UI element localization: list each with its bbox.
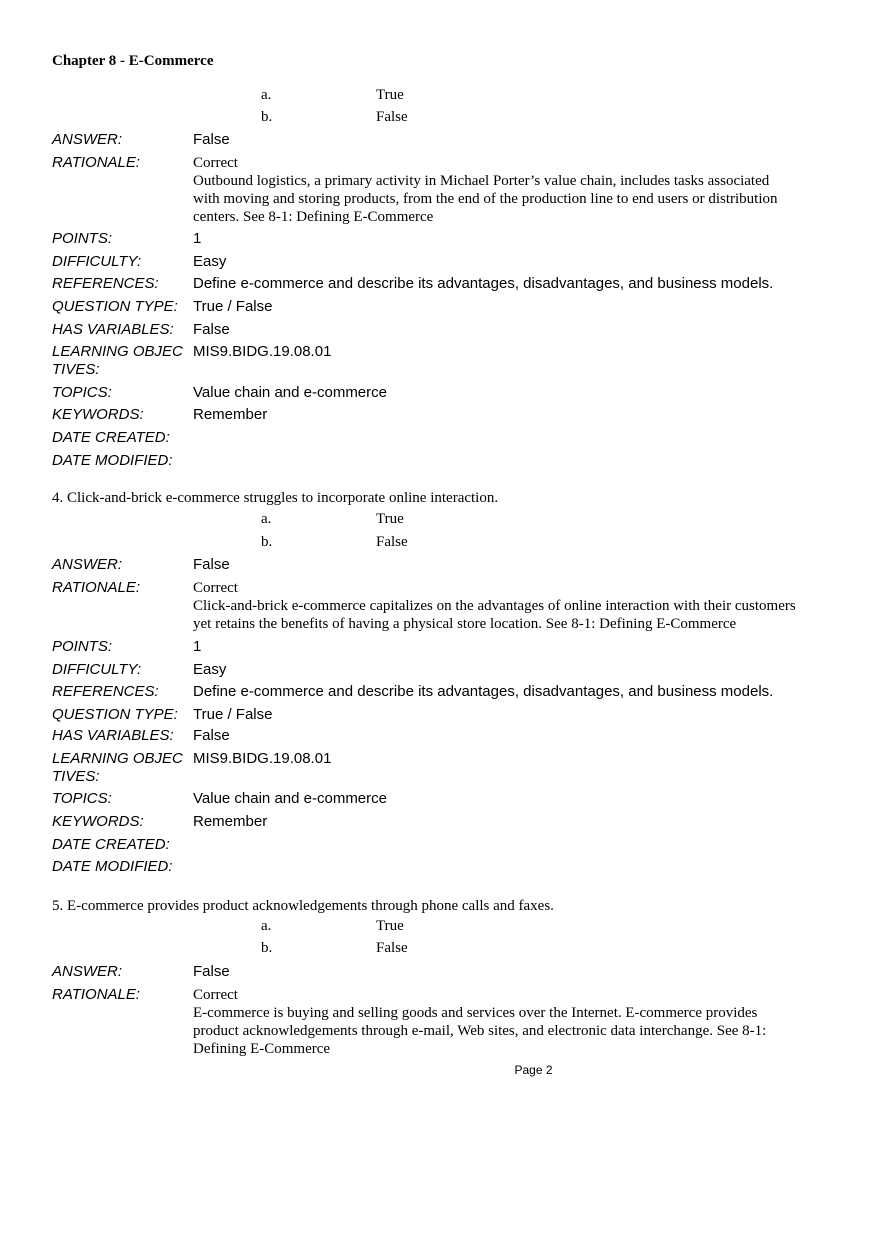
keywords-value: Remember xyxy=(193,406,268,423)
learning-objectives-value: MIS9.BIDG.19.08.01 xyxy=(193,343,332,360)
answer-value: False xyxy=(193,131,230,148)
learning-objectives-label: LEARNING OBJECTIVES: xyxy=(52,750,183,785)
difficulty-label: DIFFICULTY: xyxy=(52,661,142,678)
question-type-value: True / False xyxy=(193,298,273,315)
question-4: 4. Click-and-brick e-commerce struggles to incorporate online interaction. xyxy=(52,490,499,506)
topics-value: Value chain and e-commerce xyxy=(193,384,387,401)
topics-label: TOPICS: xyxy=(52,384,112,401)
rationale-label: RATIONALE: xyxy=(52,986,141,1003)
topics-label: TOPICS: xyxy=(52,790,112,807)
topics-value: Value chain and e-commerce xyxy=(193,790,387,807)
rationale-text: Correct E-commerce is buying and selling goods and services over the Internet. E-commerce provides product acknowledgements through e-mail, Web sites, and electronic data interchange. See 8-1: Defining E-Commerce xyxy=(193,987,767,1057)
difficulty-value: Easy xyxy=(193,661,227,678)
difficulty-value: Easy xyxy=(193,253,227,270)
date-modified-label: DATE MODIFIED: xyxy=(52,452,173,469)
difficulty-label: DIFFICULTY: xyxy=(52,253,142,270)
date-created-label: DATE CREATED: xyxy=(52,429,170,446)
learning-objectives-label: LEARNING OBJECTIVES: xyxy=(52,343,183,378)
has-variables-value: False xyxy=(193,321,230,338)
has-variables-label: HAS VARIABLES: xyxy=(52,321,174,338)
answer-label: ANSWER: xyxy=(52,556,123,573)
page-header: Chapter 8 - E-Commerce xyxy=(52,53,214,69)
answer-label: ANSWER: xyxy=(52,963,123,980)
references-label: REFERENCES: xyxy=(52,275,159,292)
answer-value: False xyxy=(193,556,230,573)
date-modified-label: DATE MODIFIED: xyxy=(52,858,173,875)
references-value: Define e-commerce and describe its advantages, disadvantages, and business models. xyxy=(193,275,774,292)
rationale-text: Correct Outbound logistics, a primary activity in Michael Porter’s value chain, includes tasks associated with moving and storing products, from the end of the production line to end users or distribution centers. See 8-1: Defining E-Commerce xyxy=(193,155,778,225)
points-value: 1 xyxy=(193,230,202,247)
points-value: 1 xyxy=(193,638,202,655)
keywords-label: KEYWORDS: xyxy=(52,813,144,830)
points-label: POINTS: xyxy=(52,638,113,655)
rationale-label: RATIONALE: xyxy=(52,579,141,596)
question-5: 5. E-commerce provides product acknowledgements through phone calls and faxes. xyxy=(52,898,554,914)
has-variables-value: False xyxy=(193,727,230,744)
keywords-value: Remember xyxy=(193,813,268,830)
learning-objectives-value: MIS9.BIDG.19.08.01 xyxy=(193,750,332,767)
answer-label: ANSWER: xyxy=(52,131,123,148)
question-type-label: QUESTION TYPE: xyxy=(52,706,178,723)
answer-value: False xyxy=(193,963,230,980)
references-label: REFERENCES: xyxy=(52,683,159,700)
rationale-text: Correct Click-and-brick e-commerce capitalizes on the advantages of online interaction with their customers yet retains the benefits of having a physical store location. See 8-1: Defining E-Commerce xyxy=(193,580,796,632)
keywords-label: KEYWORDS: xyxy=(52,406,144,423)
page-number: Page 2 xyxy=(514,1063,553,1077)
points-label: POINTS: xyxy=(52,230,113,247)
question-type-value: True / False xyxy=(193,706,273,723)
references-value: Define e-commerce and describe its advantages, disadvantages, and business models. xyxy=(193,683,774,700)
date-created-label: DATE CREATED: xyxy=(52,836,170,853)
rationale-label: RATIONALE: xyxy=(52,154,141,171)
has-variables-label: HAS VARIABLES: xyxy=(52,727,174,744)
question-type-label: QUESTION TYPE: xyxy=(52,298,178,315)
